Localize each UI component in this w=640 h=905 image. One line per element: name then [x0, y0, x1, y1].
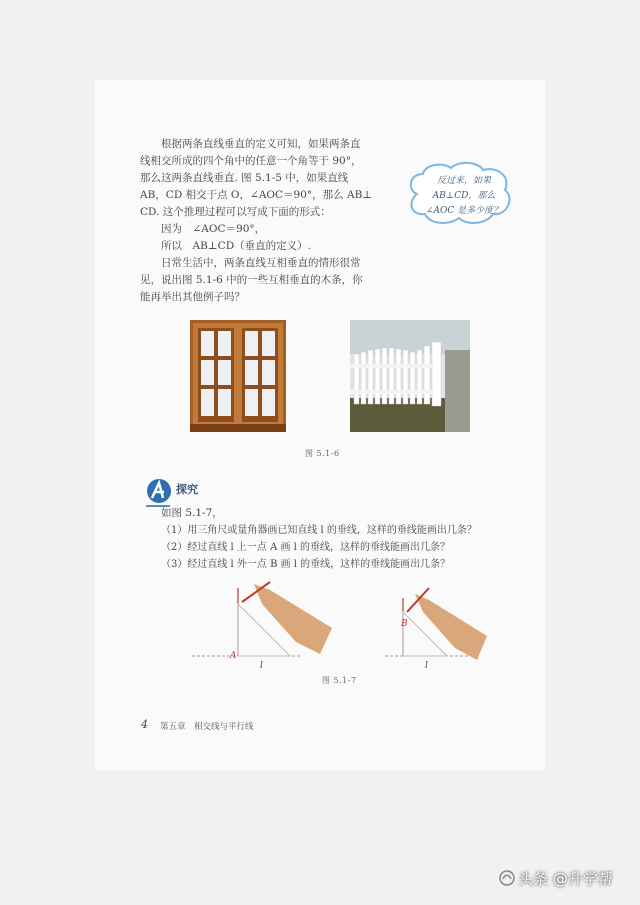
- explore-questions: [140, 505, 477, 573]
- bubble-line: ∠AOC 是多少度？: [425, 206, 503, 216]
- line-label: l: [425, 661, 428, 670]
- because-line: 因为 ∠AOC＝90°，: [161, 223, 266, 235]
- question-item: （3）经过直线 l 外一点 B 画 l 的垂线，这样的垂线能画出几条？: [161, 559, 451, 570]
- drawing-figure-a: [192, 578, 340, 670]
- fence-photo: [350, 320, 470, 432]
- explore-badge-icon: [146, 478, 172, 504]
- text-line: 根据两条直线垂直的定义可知，如果两条直: [161, 138, 361, 150]
- chapter-title: 第五章 相交线与平行线: [160, 722, 254, 732]
- watermark: 头条 @升学帮: [518, 870, 613, 888]
- question-item: （1）用三角尺或量角器画已知直线 l 的垂线，这样的垂线能画出几条？: [161, 525, 477, 536]
- bubble-line: AB⊥CD，那么: [432, 191, 496, 201]
- explore-title: 探究: [176, 483, 198, 496]
- point-label: B: [401, 619, 408, 629]
- definition-paragraph: [140, 136, 410, 306]
- drawing-figure-b: [385, 578, 495, 670]
- thought-bubble: [403, 160, 515, 228]
- point-label: A: [230, 651, 237, 661]
- explore-intro: 如图 5.1-7，: [161, 507, 223, 519]
- text-line: 线相交所成的四个角中的任意一个角等于 90°，: [140, 155, 362, 167]
- window-photo: [190, 320, 286, 432]
- text-line: AB，CD 相交于点 O，∠AOC＝90°，那么 AB⊥: [140, 189, 373, 201]
- toutiao-logo-icon: [499, 870, 515, 886]
- text-line: 见，说出图 5.1-6 中的一些互相垂直的木条，你: [140, 274, 363, 286]
- question-item: （2）经过直线 l 上一点 A 画 l 的垂线，这样的垂线能画出几条？: [161, 542, 451, 553]
- line-label: l: [260, 661, 263, 670]
- figure-caption: 图 5.1-6: [305, 449, 340, 458]
- text-line: CD. 这个推理过程可以写成下面的形式：: [140, 206, 331, 218]
- text-line: 那么这两条直线垂直. 图 5.1-5 中，如果直线: [140, 172, 349, 184]
- bubble-line: 反过来，如果: [436, 176, 491, 186]
- text-line: 日常生活中，两条直线互相垂直的情形很常: [161, 257, 361, 269]
- text-line: 能再举出其他例子吗？: [140, 291, 245, 303]
- figure-caption: 图 5.1-7: [322, 676, 357, 685]
- therefore-line: 所以 AB⊥CD（垂直的定义）.: [161, 240, 311, 252]
- page-number: 4: [141, 718, 148, 731]
